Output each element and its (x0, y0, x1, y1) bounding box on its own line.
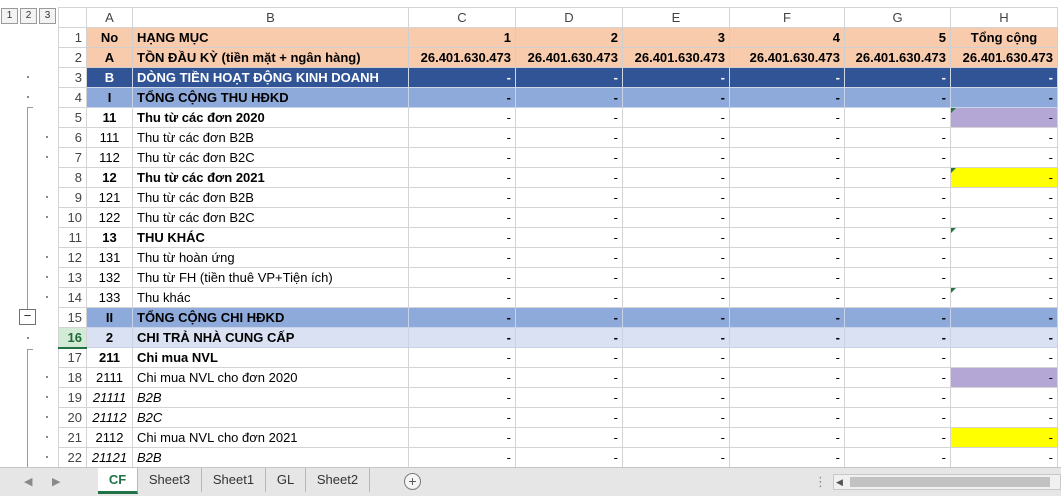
cell-total[interactable]: - (951, 268, 1058, 288)
cell-value-col-d[interactable]: - (516, 108, 623, 128)
cell-value-col-f[interactable]: - (730, 388, 845, 408)
cell-value-col-d[interactable]: - (516, 288, 623, 308)
cell-value-col-g[interactable]: - (845, 348, 951, 368)
table-row (59, 408, 1058, 428)
scrollbar-thumb[interactable] (850, 477, 1050, 487)
cell-value-col-f[interactable]: - (730, 248, 845, 268)
cell-value-col-e[interactable]: - (623, 368, 730, 388)
cell-value-col-e[interactable]: - (623, 68, 730, 88)
cell-item-name[interactable]: HẠNG MỤC (133, 28, 409, 48)
cell-value-col-c[interactable]: - (409, 288, 516, 308)
cell-total[interactable]: Tổng cộng (951, 28, 1058, 48)
table-row (59, 68, 1058, 88)
cell-value-col-c[interactable]: - (409, 448, 516, 468)
table-row (59, 228, 1058, 248)
cell-value-col-c[interactable]: - (409, 388, 516, 408)
cell-value-col-c[interactable]: - (409, 268, 516, 288)
spreadsheet-grid (58, 7, 1058, 468)
cell-value-col-f[interactable]: - (730, 348, 845, 368)
cell-code[interactable]: I (87, 88, 133, 108)
cell-item-name[interactable]: Thu từ hoàn ứng (133, 248, 409, 268)
table-row (59, 448, 1058, 468)
outline-dot (27, 96, 29, 98)
cell-total[interactable]: - (951, 348, 1058, 368)
row-header[interactable]: 8 (59, 168, 87, 188)
select-all-corner[interactable] (59, 8, 87, 28)
cell-value-col-g[interactable]: - (845, 108, 951, 128)
cell-item-name[interactable]: Thu từ các đơn B2B (133, 128, 409, 148)
cell-value-col-e[interactable]: - (623, 448, 730, 468)
column-header-e[interactable]: E (623, 8, 730, 28)
cell-value-col-e[interactable]: - (623, 108, 730, 128)
cell-value-col-c[interactable]: - (409, 108, 516, 128)
cell-code[interactable]: 21111 (87, 388, 133, 408)
cell-value-col-e[interactable]: - (623, 188, 730, 208)
cell-value-col-d[interactable]: - (516, 388, 623, 408)
cell-item-name[interactable]: Thu từ các đơn 2020 (133, 108, 409, 128)
cell-value-col-g[interactable]: - (845, 88, 951, 108)
column-header-f[interactable]: F (730, 8, 845, 28)
table-row (59, 208, 1058, 228)
cell-value-col-g[interactable]: - (845, 428, 951, 448)
cell-value-col-c[interactable]: - (409, 208, 516, 228)
outline-dot (46, 276, 48, 278)
cell-code[interactable]: 21112 (87, 408, 133, 428)
sheet-tab-sheet1[interactable]: Sheet1 (202, 468, 266, 492)
cell-total[interactable]: - (951, 128, 1058, 148)
cell-value-col-d[interactable]: - (516, 208, 623, 228)
cell-total[interactable]: - (951, 108, 1058, 128)
cell-value-col-d[interactable]: - (516, 448, 623, 468)
cell-value-col-d[interactable]: 2 (516, 28, 623, 48)
row-header[interactable]: 13 (59, 268, 87, 288)
cell-value-col-d[interactable]: - (516, 308, 623, 328)
row-header[interactable]: 5 (59, 108, 87, 128)
outline-dot (46, 296, 48, 298)
cell-value-col-g[interactable]: 26.401.630.473 (845, 48, 951, 68)
cell-code[interactable]: 2 (87, 328, 133, 348)
cell-code[interactable]: No (87, 28, 133, 48)
cell-value-col-f[interactable]: - (730, 168, 845, 188)
cell-value-col-d[interactable]: - (516, 128, 623, 148)
column-header-g[interactable]: G (845, 8, 951, 28)
cell-value-col-g[interactable]: 5 (845, 28, 951, 48)
cell-value-col-c[interactable]: - (409, 168, 516, 188)
sheet-tab-bar (0, 467, 1061, 496)
cell-item-name[interactable]: TỔNG CỘNG THU HĐKD (133, 88, 409, 108)
row-header[interactable]: 14 (59, 288, 87, 308)
cell-code[interactable]: 112 (87, 148, 133, 168)
row-header[interactable]: 11 (59, 228, 87, 248)
outline-level-1-button[interactable]: 1 (1, 8, 18, 24)
cell-value-col-g[interactable]: - (845, 328, 951, 348)
cell-item-name[interactable]: TỒN ĐẦU KỲ (tiền mặt + ngân hàng) (133, 48, 409, 68)
cell-value-col-d[interactable]: - (516, 148, 623, 168)
cell-value-col-d[interactable]: - (516, 348, 623, 368)
cell-value-col-g[interactable]: - (845, 268, 951, 288)
cell-value-col-f[interactable]: - (730, 288, 845, 308)
column-header-a[interactable]: A (87, 8, 133, 28)
cell-value-col-e[interactable]: - (623, 88, 730, 108)
table-row (59, 128, 1058, 148)
cell-value-col-c[interactable]: - (409, 88, 516, 108)
cell-total[interactable]: - (951, 188, 1058, 208)
column-header-b[interactable]: B (133, 8, 409, 28)
column-header-c[interactable]: C (409, 8, 516, 28)
cell-value-col-e[interactable]: - (623, 208, 730, 228)
cell-value-col-f[interactable]: - (730, 188, 845, 208)
cell-code[interactable]: 111 (87, 128, 133, 148)
cell-value-col-c[interactable]: - (409, 128, 516, 148)
cell-total[interactable]: - (951, 148, 1058, 168)
cell-value-col-g[interactable]: - (845, 388, 951, 408)
cell-code[interactable]: B (87, 68, 133, 88)
cell-value-col-g[interactable]: - (845, 448, 951, 468)
cell-value-col-d[interactable]: - (516, 268, 623, 288)
row-header[interactable]: 10 (59, 208, 87, 228)
row-header[interactable]: 3 (59, 68, 87, 88)
row-header[interactable]: 1 (59, 28, 87, 48)
cell-value-col-g[interactable]: - (845, 188, 951, 208)
cell-value-col-e[interactable]: - (623, 428, 730, 448)
cell-code[interactable]: 211 (87, 348, 133, 368)
cell-total[interactable]: - (951, 448, 1058, 468)
table-row (59, 148, 1058, 168)
cell-item-name[interactable]: TỔNG CỘNG CHI HĐKD (133, 308, 409, 328)
cell-total[interactable]: 26.401.630.473 (951, 48, 1058, 68)
table-row (59, 308, 1058, 328)
cell-code[interactable]: 11 (87, 108, 133, 128)
cell-value-col-e[interactable]: - (623, 268, 730, 288)
cell-value-col-e[interactable]: - (623, 248, 730, 268)
table-row (59, 88, 1058, 108)
cell-code[interactable]: II (87, 308, 133, 328)
cell-item-name[interactable]: THU KHÁC (133, 228, 409, 248)
cell-value-col-f[interactable]: - (730, 448, 845, 468)
cell-code[interactable]: 13 (87, 228, 133, 248)
cell-value-col-g[interactable]: - (845, 128, 951, 148)
outline-dot (27, 76, 29, 78)
row-header[interactable]: 12 (59, 248, 87, 268)
cell-item-name[interactable]: B2C (133, 408, 409, 428)
cell-value-col-d[interactable]: - (516, 248, 623, 268)
row-header[interactable]: 16 (59, 328, 87, 348)
row-header[interactable]: 20 (59, 408, 87, 428)
cell-total[interactable]: - (951, 208, 1058, 228)
cell-value-col-d[interactable]: - (516, 88, 623, 108)
scroll-tabs-left-icon[interactable]: ◀ (24, 476, 33, 488)
cell-total[interactable]: - (951, 88, 1058, 108)
cell-value-col-g[interactable]: - (845, 68, 951, 88)
cell-item-name[interactable]: Thu từ các đơn 2021 (133, 168, 409, 188)
cell-value-col-f[interactable]: - (730, 308, 845, 328)
cell-value-col-d[interactable]: - (516, 368, 623, 388)
outline-dot (46, 376, 48, 378)
cell-total[interactable]: - (951, 228, 1058, 248)
cell-value-col-f[interactable]: 26.401.630.473 (730, 48, 845, 68)
table-row (59, 108, 1058, 128)
cell-value-col-d[interactable]: - (516, 228, 623, 248)
cell-value-col-e[interactable]: - (623, 228, 730, 248)
cell-value-col-f[interactable]: 4 (730, 28, 845, 48)
sheet-tab-gl[interactable]: GL (266, 468, 306, 492)
table-row (59, 328, 1058, 348)
cell-item-name[interactable]: Chi mua NVL cho đơn 2020 (133, 368, 409, 388)
cell-value-col-c[interactable]: 1 (409, 28, 516, 48)
cell-value-col-e[interactable]: - (623, 308, 730, 328)
sheet-tab-sheet3[interactable]: Sheet3 (138, 468, 202, 492)
cell-value-col-c[interactable]: - (409, 188, 516, 208)
cell-value-col-d[interactable]: - (516, 328, 623, 348)
cell-value-col-g[interactable]: - (845, 208, 951, 228)
cell-value-col-e[interactable]: - (623, 168, 730, 188)
cell-value-col-f[interactable]: - (730, 208, 845, 228)
cell-value-col-f[interactable]: - (730, 128, 845, 148)
column-header-h[interactable]: H (951, 8, 1058, 28)
row-header[interactable]: 2 (59, 48, 87, 68)
cell-value-col-f[interactable]: - (730, 408, 845, 428)
sheet-tab-sheet2[interactable]: Sheet2 (306, 468, 370, 492)
cell-value-col-f[interactable]: - (730, 88, 845, 108)
outline-bracket-level2 (27, 107, 28, 310)
cell-item-name[interactable]: DÒNG TIỀN HOẠT ĐỘNG KINH DOANH (133, 68, 409, 88)
cell-total[interactable]: - (951, 408, 1058, 428)
table-row (59, 248, 1058, 268)
outline-dot (46, 436, 48, 438)
cell-code[interactable]: 121 (87, 188, 133, 208)
cell-value-col-f[interactable]: - (730, 328, 845, 348)
cell-value-col-g[interactable]: - (845, 168, 951, 188)
cell-value-col-e[interactable]: - (623, 388, 730, 408)
cell-item-name[interactable]: Chi mua NVL cho đơn 2021 (133, 428, 409, 448)
cell-value-col-f[interactable]: - (730, 268, 845, 288)
cell-item-name[interactable]: Thu từ các đơn B2C (133, 208, 409, 228)
outline-level-3-button[interactable]: 3 (39, 8, 56, 24)
cell-item-name[interactable]: Thu từ các đơn B2B (133, 188, 409, 208)
cell-total[interactable]: - (951, 328, 1058, 348)
table-row (59, 288, 1058, 308)
cell-total[interactable]: - (951, 168, 1058, 188)
cell-value-col-g[interactable]: - (845, 288, 951, 308)
table-row (59, 168, 1058, 188)
cell-value-col-f[interactable]: - (730, 428, 845, 448)
cell-value-col-c[interactable]: - (409, 68, 516, 88)
outline-bracket-level3 (27, 349, 28, 467)
cell-value-col-d[interactable]: - (516, 428, 623, 448)
cell-value-col-d[interactable]: - (516, 408, 623, 428)
cell-value-col-e[interactable]: - (623, 348, 730, 368)
cell-value-col-c[interactable]: - (409, 308, 516, 328)
row-header[interactable]: 21 (59, 428, 87, 448)
cell-value-col-d[interactable]: - (516, 168, 623, 188)
cell-total[interactable]: - (951, 428, 1058, 448)
add-sheet-button[interactable]: + (404, 473, 421, 490)
cell-value-col-c[interactable]: - (409, 328, 516, 348)
outline-dot (46, 156, 48, 158)
table-row (59, 368, 1058, 388)
tab-splitter-handle[interactable]: ⋮ (814, 474, 828, 489)
cell-value-col-f[interactable]: - (730, 68, 845, 88)
row-header[interactable]: 7 (59, 148, 87, 168)
table-row (59, 348, 1058, 368)
cell-code[interactable]: 12 (87, 168, 133, 188)
cell-code[interactable]: 122 (87, 208, 133, 228)
cell-item-name[interactable]: CHI TRẢ NHÀ CUNG CẤP (133, 328, 409, 348)
row-header[interactable]: 9 (59, 188, 87, 208)
cell-item-name[interactable]: B2B (133, 388, 409, 408)
table-row (59, 428, 1058, 448)
cell-total[interactable]: - (951, 68, 1058, 88)
scroll-left-arrow-icon[interactable]: ◀ (836, 477, 843, 487)
cell-value-col-c[interactable]: - (409, 408, 516, 428)
cell-code[interactable]: 131 (87, 248, 133, 268)
cell-code[interactable]: 132 (87, 268, 133, 288)
cell-value-col-g[interactable]: - (845, 228, 951, 248)
cell-total[interactable]: - (951, 248, 1058, 268)
outline-collapse-button[interactable]: − (19, 309, 36, 325)
cell-value-col-e[interactable]: - (623, 148, 730, 168)
cell-value-col-c[interactable]: - (409, 228, 516, 248)
row-header[interactable]: 18 (59, 368, 87, 388)
cell-code[interactable]: A (87, 48, 133, 68)
row-header[interactable]: 19 (59, 388, 87, 408)
cell-item-name[interactable]: B2B (133, 448, 409, 468)
cell-total[interactable]: - (951, 308, 1058, 328)
cell-value-col-e[interactable]: - (623, 328, 730, 348)
row-header[interactable]: 6 (59, 128, 87, 148)
cell-value-col-c[interactable]: - (409, 248, 516, 268)
cell-value-col-f[interactable]: - (730, 368, 845, 388)
outline-dot (27, 337, 29, 339)
row-header[interactable]: 15 (59, 308, 87, 328)
outline-bracket-level2-cap (27, 107, 33, 108)
outline-dot (46, 396, 48, 398)
outline-level-2-button[interactable]: 2 (20, 8, 37, 24)
row-header[interactable]: 4 (59, 88, 87, 108)
cell-value-col-d[interactable]: 26.401.630.473 (516, 48, 623, 68)
cell-value-col-g[interactable]: - (845, 368, 951, 388)
cell-item-name[interactable]: Chi mua NVL (133, 348, 409, 368)
table-row (59, 188, 1058, 208)
cell-value-col-f[interactable]: - (730, 148, 845, 168)
cell-value-col-d[interactable]: - (516, 68, 623, 88)
cell-value-col-c[interactable]: 26.401.630.473 (409, 48, 516, 68)
cell-value-col-d[interactable]: - (516, 188, 623, 208)
row-header[interactable]: 22 (59, 448, 87, 468)
cell-value-col-g[interactable]: - (845, 148, 951, 168)
cell-value-col-c[interactable]: - (409, 348, 516, 368)
outline-dot (46, 416, 48, 418)
outline-dot (46, 196, 48, 198)
cell-code[interactable]: 2111 (87, 368, 133, 388)
cell-item-name[interactable]: Thu khác (133, 288, 409, 308)
cell-value-col-f[interactable]: - (730, 228, 845, 248)
table-row (59, 28, 1058, 48)
column-header-row (59, 8, 1058, 28)
cell-value-col-g[interactable]: - (845, 408, 951, 428)
cell-item-name[interactable]: Thu từ FH (tiền thuê VP+Tiện ích) (133, 268, 409, 288)
table-row (59, 48, 1058, 68)
cell-code[interactable]: 21121 (87, 448, 133, 468)
outline-dot (46, 256, 48, 258)
table-row (59, 388, 1058, 408)
cell-code[interactable]: 2112 (87, 428, 133, 448)
outline-dot (46, 456, 48, 458)
cell-value-col-e[interactable]: - (623, 408, 730, 428)
cell-value-col-e[interactable]: 3 (623, 28, 730, 48)
cell-total[interactable]: - (951, 288, 1058, 308)
cell-item-name[interactable]: Thu từ các đơn B2C (133, 148, 409, 168)
cell-value-col-g[interactable]: - (845, 248, 951, 268)
outline-bracket-level3-cap (27, 349, 33, 350)
cell-value-col-c[interactable]: - (409, 428, 516, 448)
row-header[interactable]: 17 (59, 348, 87, 368)
horizontal-scrollbar[interactable] (833, 474, 1061, 490)
table-row (59, 268, 1058, 288)
cell-value-col-g[interactable]: - (845, 308, 951, 328)
cell-value-col-e[interactable]: - (623, 288, 730, 308)
column-header-d[interactable]: D (516, 8, 623, 28)
cell-total[interactable]: - (951, 368, 1058, 388)
outline-dot (46, 136, 48, 138)
cell-value-col-f[interactable]: - (730, 108, 845, 128)
cell-value-col-c[interactable]: - (409, 148, 516, 168)
outline-dot (46, 216, 48, 218)
cell-code[interactable]: 133 (87, 288, 133, 308)
cell-value-col-e[interactable]: 26.401.630.473 (623, 48, 730, 68)
cell-value-col-c[interactable]: - (409, 368, 516, 388)
sheet-tab-cf[interactable]: CF (98, 468, 138, 494)
cell-total[interactable]: - (951, 388, 1058, 408)
scroll-tabs-right-icon[interactable]: ▶ (52, 476, 61, 488)
cell-value-col-e[interactable]: - (623, 128, 730, 148)
